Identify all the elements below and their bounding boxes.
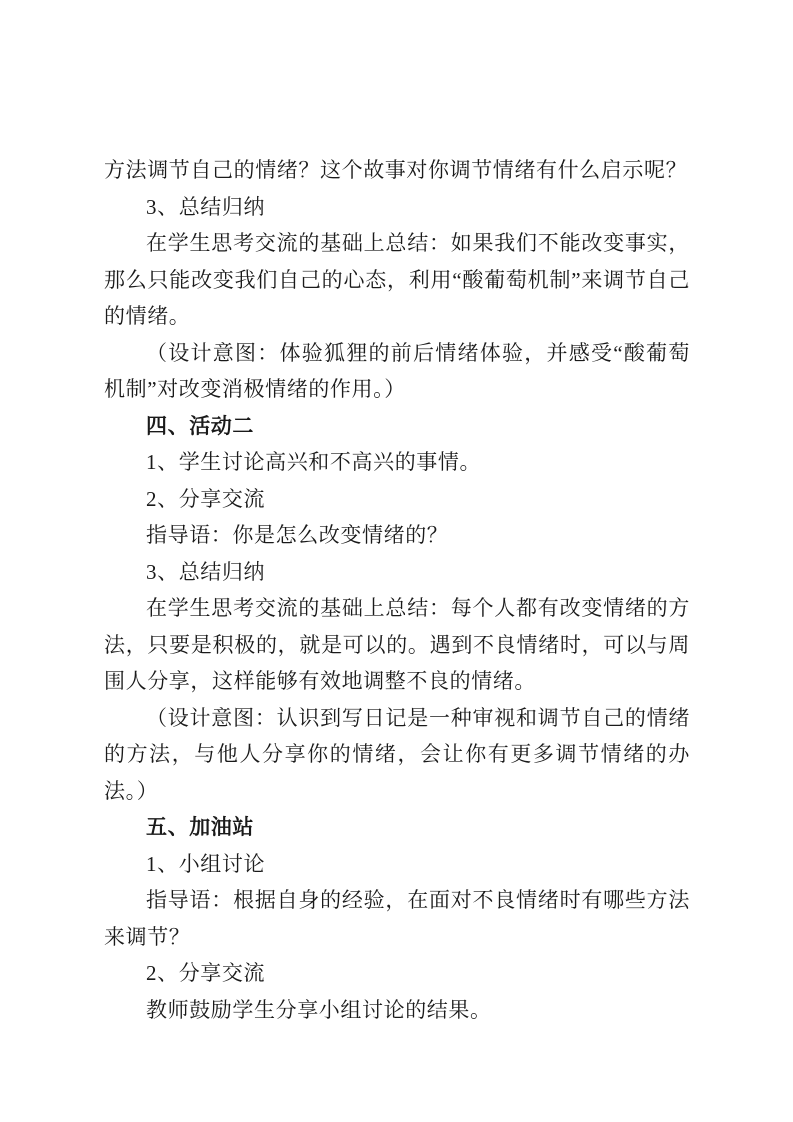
paragraph-numbered-item: 3、总结归纳 <box>146 559 266 584</box>
paragraph-continuation: 方法调节自己的情绪？这个故事对你调节情绪有什么启示呢？ <box>104 158 688 182</box>
paragraph-body: 在学生思考交流的基础上总结：如果我们不能改变事实，那么只能改变我们自己的心态，利用“酸葡萄机制”来调节自己的情绪。 <box>104 231 690 328</box>
paragraph-numbered-item: 2、分享交流 <box>146 961 266 985</box>
paragraph-body: 指导语：你是怎么改变情绪的？ <box>146 523 449 547</box>
paragraph-numbered-item: 1、小组讨论 <box>146 851 266 876</box>
paragraph-numbered-item: 3、总结归纳 <box>146 194 266 219</box>
paragraph-body: 在学生思考交流的基础上总结：每个人都有改变情绪的方法，只要是积极的，就是可以的。遇到不良情绪时，可以与周围人分享，这样能够有效地调整不良的情绪。 <box>104 596 690 693</box>
section-heading-refuel-station: 五、加油站 <box>146 815 254 839</box>
paragraph-numbered-item: 1、学生讨论高兴和不高兴的事情。 <box>146 450 482 474</box>
paragraph-numbered-item: 2、分享交流 <box>146 486 266 511</box>
paragraph-body: 指导语：根据自身的经验，在面对不良情绪时有哪些方法来调节？ <box>104 888 690 949</box>
section-heading-activity-two: 四、活动二 <box>146 413 254 438</box>
document-body <box>104 152 690 1028</box>
paragraph-body: 教师鼓励学生分享小组讨论的结果。 <box>146 997 492 1022</box>
paragraph-design-intent: （设计意图：体验狐狸的前后情绪体验，并感受“酸葡萄机制”对改变消极情绪的作用。） <box>104 340 690 401</box>
paragraph-design-intent: （设计意图：认识到写日记是一种审视和调节自己的情绪的方法，与他人分享你的情绪，会让你有更多调节情绪的办法。） <box>104 705 690 803</box>
